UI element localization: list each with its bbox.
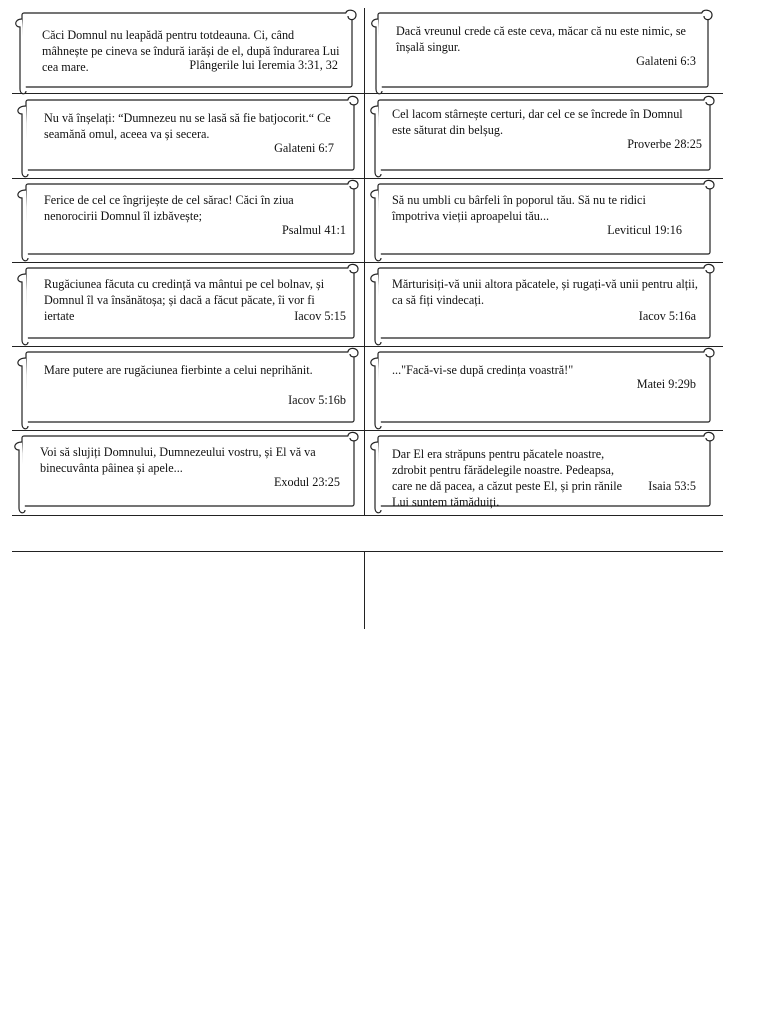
row-divider: [12, 515, 723, 516]
verse-text: Căci Domnul nu leapădă pentru totdeauna. Ci, când mâhnește pe cineva se îndură iarăși de el, după îndurarea Lui cea mare.: [42, 28, 340, 74]
verse-reference: Isaia 53:5: [648, 479, 696, 493]
verse-reference: Psalmul 41:1: [282, 223, 346, 237]
verse-text: Dar El era străpuns pentru păcatele noastre, zdrobit pentru fărădelegile noastre. Pedeapsa, care ne dă pacea, a căzut peste El, și prin rănile Lui suntem tămăduiți.: [392, 447, 623, 509]
scroll-card: [12, 346, 360, 430]
scroll-card: [12, 9, 360, 95]
verse-reference: Galateni 6:3: [636, 54, 696, 68]
scroll-banner-icon: [12, 346, 360, 430]
column-divider: [364, 551, 365, 629]
verse-text: Ferice de cel ce îngrijește de cel sărac! Căci în ziua nenorocirii Domnul îl izbăvește;: [44, 193, 294, 223]
verse-reference: Galateni 6:7: [274, 141, 334, 155]
scroll-card: [12, 430, 360, 515]
verse-text: Rugăciunea făcuta cu credință va mântui pe cel bolnav, și Domnul îl va însănătoșa; și dacă a făcut păcate, îi vor fi iertate: [44, 277, 325, 323]
verse-text: ..."Facă-vi-se după credința voastră!": [392, 363, 574, 377]
scroll-card: [368, 346, 716, 430]
scroll-card: [368, 94, 716, 178]
row-divider: [12, 551, 723, 552]
scroll-card: [368, 262, 716, 346]
verse-reference: Iacov 5:16b: [288, 393, 346, 407]
scroll-card: [12, 94, 360, 178]
scroll-card: [368, 9, 716, 95]
scroll-card: [12, 178, 360, 262]
verse-reference: Iacov 5:16a: [638, 309, 696, 323]
scroll-card: [12, 262, 360, 346]
verse-text: Mare putere are rugăciunea fierbinte a celui neprihănit.: [44, 363, 313, 377]
verse-reference: Proverbe 28:25: [627, 137, 702, 151]
verse-text: Voi să slujiți Domnului, Dumnezeului vostru, și El vă va binecuvânta pâinea și apele...: [40, 445, 316, 475]
verse-reference: Matei 9:29b: [636, 377, 696, 391]
scroll-card: [368, 178, 716, 262]
verse-reference: Leviticul 19:16: [607, 223, 682, 237]
verse-text: Mărturisiți-vă unii altora păcatele, și rugați-vă unii pentru alții, ca să fiți vindecați.: [392, 277, 698, 307]
scroll-card: [368, 430, 716, 515]
verse-text: Nu vă înșelați: “Dumnezeu nu se lasă să fie batjocorit.“ Ce seamănă omul, aceea va și secera.: [44, 111, 331, 141]
column-divider: [364, 8, 365, 515]
verse-text: Cel lacom stârnește certuri, dar cel ce se încrede în Domnul este săturat din belșug.: [392, 107, 683, 137]
verse-text: Să nu umbli cu bârfeli în poporul tău. Să nu te ridici împotriva vieții aproapelui tău...: [392, 193, 646, 223]
verse-reference: Iacov 5:15: [294, 309, 346, 323]
verse-reference: Exodul 23:25: [273, 475, 340, 489]
verse-reference: Plângerile lui Ieremia 3:31, 32: [189, 58, 338, 72]
verse-text: Dacă vreunul crede că este ceva, măcar că nu este nimic, se înșală singur.: [396, 24, 686, 54]
